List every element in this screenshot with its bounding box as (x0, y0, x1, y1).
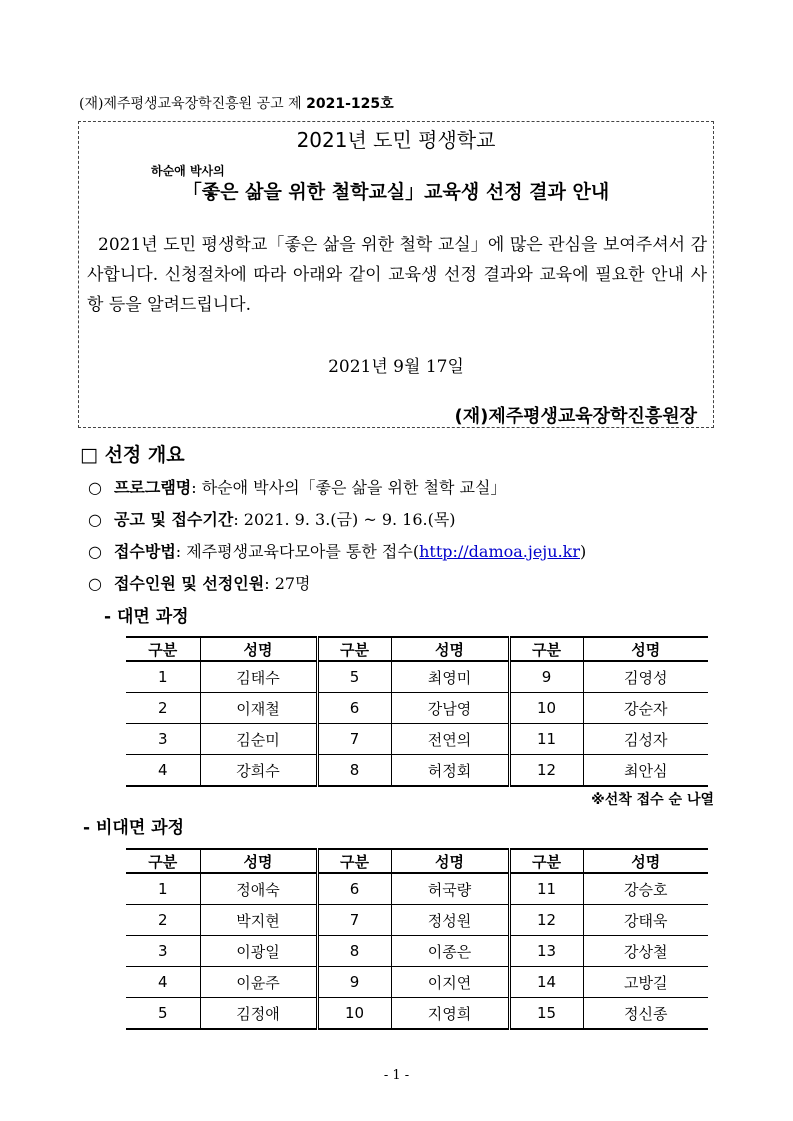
row-number-cell: 2 (126, 905, 200, 936)
row-number-cell: 12 (509, 905, 583, 936)
header-name: 성명 (583, 849, 708, 873)
table-row (126, 873, 708, 905)
page-number: - 1 - (383, 1068, 410, 1083)
row-number-cell: 12 (509, 755, 583, 787)
bullet-value: : 2021. 9. 3.(금) ~ 9. 16.(목) (233, 510, 456, 529)
header-name: 성명 (391, 637, 509, 661)
bullet-key: 접수방법 (113, 542, 176, 561)
header-name: 성명 (200, 849, 317, 873)
header-num: 구분 (509, 637, 583, 661)
row-number-cell: 4 (126, 967, 200, 998)
row-number-cell: 10 (509, 693, 583, 724)
bullet-count (88, 571, 311, 594)
table-row (126, 905, 708, 936)
section-heading: □ 선정 개요 (80, 444, 185, 466)
person-name-cell: 허국량 (391, 873, 509, 905)
person-name-cell: 강희수 (200, 755, 317, 787)
row-number-cell: 3 (126, 936, 200, 967)
row-number-cell: 6 (317, 693, 391, 724)
intro-text: 2021년 도민 평생학교「좋은 삶을 위한 철학 교실」에 많은 관심을 보여주셔서 감사합니다. 신청절차에 따라 아래와 같이 교육생 선정 결과와 교육에 필요한 안내 사항 등을 알려드립니다. (87, 235, 707, 315)
row-number-cell: 8 (317, 755, 391, 787)
row-number-cell: 2 (126, 693, 200, 724)
person-name-cell: 정성원 (391, 905, 509, 936)
person-name-cell: 강승호 (583, 873, 708, 905)
person-name-cell: 고방길 (583, 967, 708, 998)
row-number-cell: 11 (509, 724, 583, 755)
row-number-cell: 7 (317, 905, 391, 936)
person-name-cell: 김영성 (583, 661, 708, 693)
person-name-cell: 전연의 (391, 724, 509, 755)
announcement-date: 2021년 9월 17일 (328, 357, 464, 377)
table-row (126, 755, 708, 787)
bullet-key: 공고 및 접수기간 (113, 510, 234, 529)
header-name: 성명 (391, 849, 509, 873)
row-number-cell: 13 (509, 936, 583, 967)
bullet-value: : 하순애 박사의「좋은 삶을 위한 철학 교실」 (191, 478, 507, 497)
header-num: 구분 (126, 637, 200, 661)
bullet-suffix: ) (580, 542, 587, 561)
row-number-cell: 11 (509, 873, 583, 905)
bullet-method (88, 539, 586, 562)
person-name-cell: 이재철 (200, 693, 317, 724)
row-number-cell: 15 (509, 998, 583, 1030)
bullet-circle-icon: ○ (88, 478, 102, 497)
announcement-subtitle-small: 하순애 박사의 (151, 164, 225, 178)
person-name-cell: 이광일 (200, 936, 317, 967)
offline-table-body (126, 661, 708, 786)
announcement-intro (87, 230, 707, 320)
table-row (126, 693, 708, 724)
notice-prefix: (재)제주평생교육장학진흥원 공고 제 (79, 96, 307, 112)
row-number-cell: 9 (509, 661, 583, 693)
announcement-title: 2021년 도민 평생학교 (296, 128, 496, 152)
table-row (126, 661, 708, 693)
person-name-cell: 강남영 (391, 693, 509, 724)
row-number-cell: 3 (126, 724, 200, 755)
header-num: 구분 (126, 849, 200, 873)
announcement-issuer: (재)제주평생교육장학진흥원장 (454, 406, 697, 427)
table-row (126, 998, 708, 1030)
person-name-cell: 김태수 (200, 661, 317, 693)
person-name-cell: 강순자 (583, 693, 708, 724)
table-header-row (126, 637, 708, 661)
table-header-row (126, 849, 708, 873)
table-row (126, 724, 708, 755)
person-name-cell: 김정애 (200, 998, 317, 1030)
announcement-subtitle: 「좋은 삶을 위한 철학교실」교육생 선정 결과 안내 (182, 181, 610, 203)
row-number-cell: 6 (317, 873, 391, 905)
row-number-cell: 8 (317, 936, 391, 967)
bullet-value: : 제주평생교육다모아를 통한 접수( (175, 542, 420, 561)
order-note: ※선착 접수 순 나열 (591, 792, 714, 808)
header-num: 구분 (317, 849, 391, 873)
online-course-label: - 비대면 과정 (83, 818, 185, 838)
online-table-body (126, 873, 708, 1029)
table-row (126, 967, 708, 998)
bullet-circle-icon: ○ (88, 510, 102, 529)
table-row (126, 936, 708, 967)
person-name-cell: 김순미 (200, 724, 317, 755)
bullet-value: : 27명 (264, 574, 311, 593)
row-number-cell: 5 (317, 661, 391, 693)
person-name-cell: 정신종 (583, 998, 708, 1030)
row-number-cell: 9 (317, 967, 391, 998)
bullet-key: 프로그램명 (113, 478, 192, 497)
header-num: 구분 (317, 637, 391, 661)
header-num: 구분 (509, 849, 583, 873)
bullet-program (88, 475, 506, 498)
person-name-cell: 김성자 (583, 724, 708, 755)
offline-course-label: - 대면 과정 (104, 607, 189, 627)
notice-number (79, 93, 394, 113)
notice-code: 2021-125호 (306, 96, 394, 112)
person-name-cell: 이종은 (391, 936, 509, 967)
person-name-cell: 최안심 (583, 755, 708, 787)
person-name-cell: 정애숙 (200, 873, 317, 905)
header-name: 성명 (583, 637, 708, 661)
row-number-cell: 14 (509, 967, 583, 998)
person-name-cell: 이윤주 (200, 967, 317, 998)
row-number-cell: 10 (317, 998, 391, 1030)
damoa-link[interactable]: http://damoa.jeju.kr (419, 542, 580, 561)
online-table (126, 848, 708, 1030)
bullet-period (88, 507, 456, 530)
person-name-cell: 강상철 (583, 936, 708, 967)
announcement-box (78, 121, 714, 428)
person-name-cell: 이지연 (391, 967, 509, 998)
row-number-cell: 5 (126, 998, 200, 1030)
header-name: 성명 (200, 637, 317, 661)
person-name-cell: 최영미 (391, 661, 509, 693)
person-name-cell: 지영희 (391, 998, 509, 1030)
person-name-cell: 강태욱 (583, 905, 708, 936)
person-name-cell: 허정회 (391, 755, 509, 787)
row-number-cell: 1 (126, 661, 200, 693)
bullet-circle-icon: ○ (88, 574, 102, 593)
person-name-cell: 박지현 (200, 905, 317, 936)
offline-table (126, 636, 708, 787)
row-number-cell: 4 (126, 755, 200, 787)
row-number-cell: 1 (126, 873, 200, 905)
bullet-key: 접수인원 및 선정인원 (113, 574, 265, 593)
row-number-cell: 7 (317, 724, 391, 755)
bullet-circle-icon: ○ (88, 542, 102, 561)
